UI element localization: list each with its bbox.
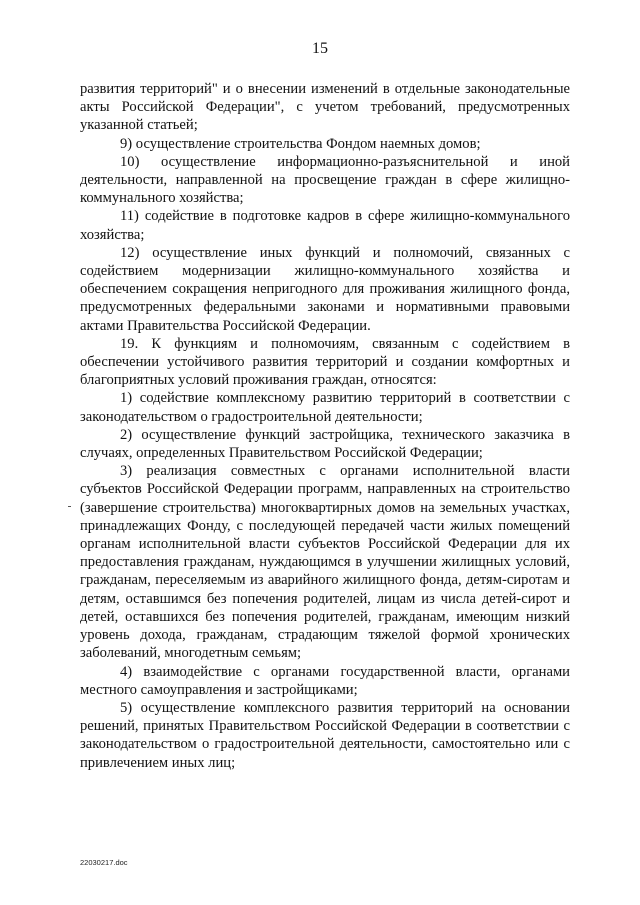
paragraph-2: 9) осуществление строительства Фондом наемных домов; [120,135,481,152]
paragraph-6: 19. К функциям и полномочиям, связанным с содействием в обеспечении устойчивого развития территорий и создании комфортных и благоприятных условий проживания граждан, относятся: [80,335,570,389]
paragraph-5: 12) осуществление иных функций и полномочий, связанных с содействием модернизации жилищно-коммунального хозяйства и обеспечением сокращения непригодного для проживания жилищного фонда, предусмотренных федеральными законами и нормативными правовыми актами Правительства Российской Федерации. [80,244,570,334]
paragraph-7: 1) содействие комплексному развитию территорий в соответствии с законодательством о градостроительной деятельности; [80,390,570,425]
paragraph-8: 2) осуществление функций застройщика, технического заказчика в случаях, определенных Правительством Российской Федерации; [80,426,570,462]
footer-filename: 22030217.doc [80,858,128,867]
page-number: 15 [312,40,328,57]
paragraph-1: развития территорий" и о внесении изменений в отдельные законодательные акты Российской Федерации", с учетом требований, предусмотренных указанной статьей; [80,81,570,134]
paragraph-10: 4) взаимодействие с органами государственной власти, органами местного самоуправления и застройщиками; [80,663,570,698]
margin-mark [68,506,71,507]
paragraph-3: 10) осуществление информационно-разъяснительной и иной деятельности, направленной на просвещение граждан в сфере жилищно-коммунального хозяйства; [80,153,570,207]
paragraph-4: 11) содействие в подготовке кадров в сфере жилищно-коммунального хозяйства; [80,208,570,243]
document-body [80,80,570,772]
paragraph-9: 3) реализация совместных с органами исполнительной власти субъектов Российской Федерации программ, направленных на строительство (завершение строительства) многоквартирных домов на земельных участках, принадлежащих Фонду, с последующей передачей части жилых помещений органам исполнительной власти субъектов Российской Федерации для их предоставления гражданам, нуждающимся в улучшении жилищных условий, гражданам, переселяемым из аварийного жилищного фонда, детям-сиротам и детям, оставшимся без попечения родителей, лицам из числа детей-сирот и детей, оставшихся без попечения родителей, гражданам, имеющим низкий уровень дохода, гражданам, страдающим тяжелой формой хронических заболеваний, многодетным семьям; [80,463,570,662]
paragraph-11: 5) осуществление комплексного развития территорий на основании решений, принятых Правительством Российской Федерации в соответствии с законодательством о градостроительной деятельности, самостоятельно или с привлечением иных лиц; [80,699,570,771]
